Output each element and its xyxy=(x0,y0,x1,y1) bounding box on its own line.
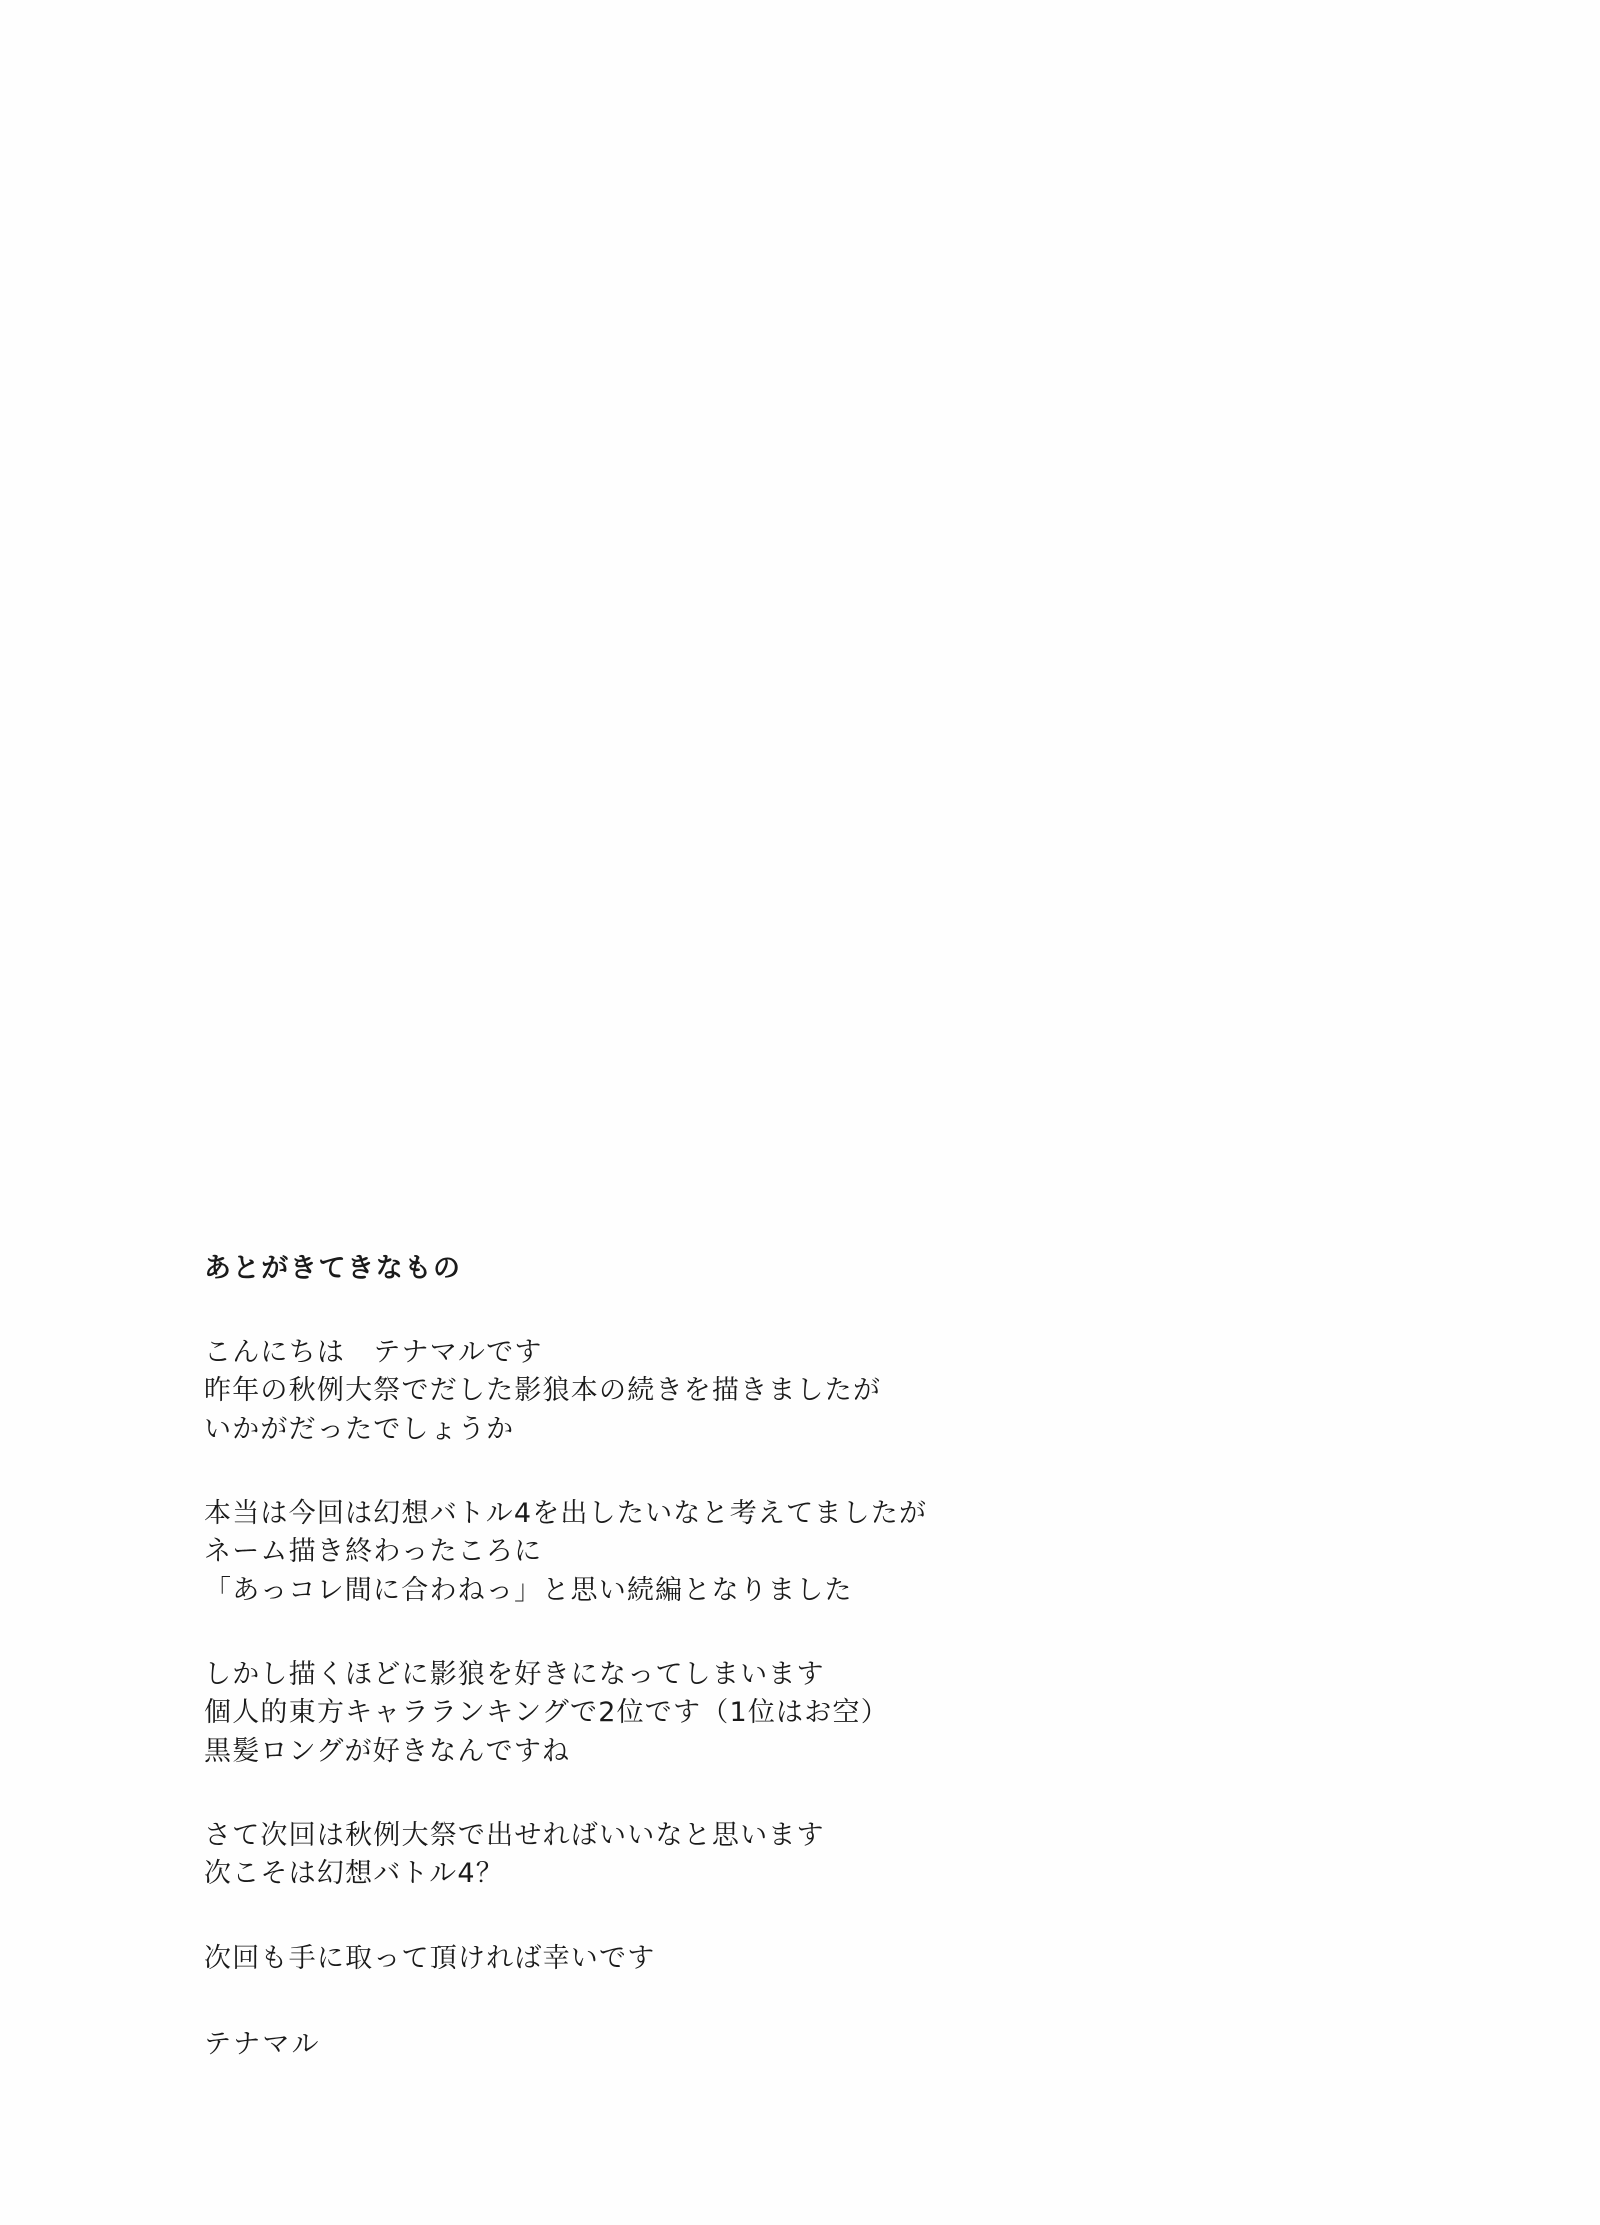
afterword-line: 昨年の秋例大祭でだした影狼本の続きを描きましたが xyxy=(204,1375,882,1407)
afterword-line: 黒髪ロングが好きなんですね xyxy=(204,1735,571,1767)
afterword-block-closing xyxy=(204,1940,1354,1978)
afterword-block-next-time xyxy=(204,1817,1354,1894)
afterword-line: しかし描くほどに影狼を好きになってしまいます xyxy=(204,1658,825,1690)
afterword-line: 個人的東方キャラランキングで2位です（1位はお空） xyxy=(204,1697,889,1729)
afterword-block-plans xyxy=(204,1495,1354,1610)
afterword-title: あとがきてきなもの xyxy=(204,1253,462,1284)
afterword-line: こんにちは テナマルです xyxy=(204,1337,543,1368)
afterword-line: 本当は今回は幻想バトル4を出したいなと考えてましたが xyxy=(204,1497,928,1529)
afterword-block-kagerou-love xyxy=(204,1656,1354,1771)
afterword-line: ネーム描き終わったころに xyxy=(204,1536,543,1568)
afterword-line: 次回も手に取って頂ければ幸いです xyxy=(204,1942,656,1974)
afterword-line: さて次回は秋例大祭で出せればいいなと思います xyxy=(204,1819,825,1851)
afterword-section xyxy=(204,1255,1354,2110)
afterword-line: 「あっコレ間に合わねっ」と思い続編となりました xyxy=(204,1574,853,1606)
afterword-signature xyxy=(204,2026,1354,2064)
afterword-block-greeting xyxy=(204,1334,1354,1449)
author-name: テナマル xyxy=(204,2028,321,2060)
afterword-line: 次こそは幻想バトル4？ xyxy=(204,1858,505,1890)
afterword-line: いかがだったでしょうか xyxy=(204,1413,515,1445)
